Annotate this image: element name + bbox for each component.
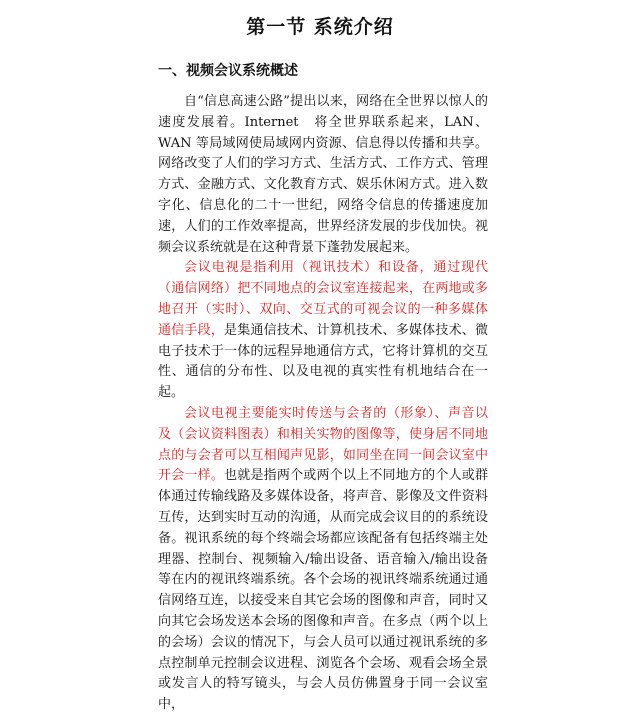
document-body <box>158 92 488 716</box>
paragraph <box>158 92 488 258</box>
paragraph <box>158 258 488 404</box>
body-text: 是集通信技术、计算机技术、多媒体技术、微电子技术于一体的远程异地通信方式，它将计算机的交互性、通信的分布性、以及电视的真实性有机地结合在一起。 <box>158 322 488 401</box>
paragraph <box>158 404 488 716</box>
body-text: 也就是指两个或两个以上不同地方的个人或群体通过传输线路及多媒体设备，将声音、影像及文件资料互传，达到实时互动的沟通，从而完成会议目的的系统设备。视讯系统的每个终端会场都应该配备有包括终端主处理器、控制台、视频输入/输出设备、语音输入/输出设备等在内的视讯终端系统。各个会场的视讯终端系统通过通信网络互连，以接受来自其它会场的图像和声音，同时又向其它会场发送本会场的图像和声音。在多点（两个以上的会场）会议的情况下，与会人员可以通过视讯系统的多点控制单元控制会议进程、浏览各个会场、观看会场全景或发言人的特写镜头，与会人员仿佛置身于同一会议室中， <box>158 468 488 713</box>
page-title: 第一节 系统介绍 <box>246 16 394 38</box>
section-heading: 一、视频会议系统概述 <box>158 63 298 79</box>
highlighted-text: 会议电视是指利用（视讯技术）和设备，通过现代（通信网络）把不同地点的会议室连接起来，在两地或多地召开（实时）、双向、交互式的可视会议的一种多媒体通信手段， <box>158 260 488 338</box>
body-text: 自“信息高速公路”提出以来，网络在全世界以惊人的速度发展着。Internet 将全世界联系起来，LAN、WAN 等局域网使局域网内资源、信息得以传播和共享。网络改变了人们的学习方式、生活方式、工作方式、管理方式、金融方式、文化教育方式、娱乐休闲方式。进入数字化、信息化的二十一世纪，网络令信息的传播速度加速，人们的工作效率提高，世界经济发展的步伐加快。视频会议系统就是在这种背景下蓬勃发展起来。 <box>158 94 488 255</box>
highlighted-text: 会议电视主要能实时传送与会者的（形象）、声音以及（会议资料图表）和相关实物的图像等，使身居不同地点的与会者可以互相闻声见影，如同坐在同一间会议室中开会一样。 <box>158 405 488 484</box>
